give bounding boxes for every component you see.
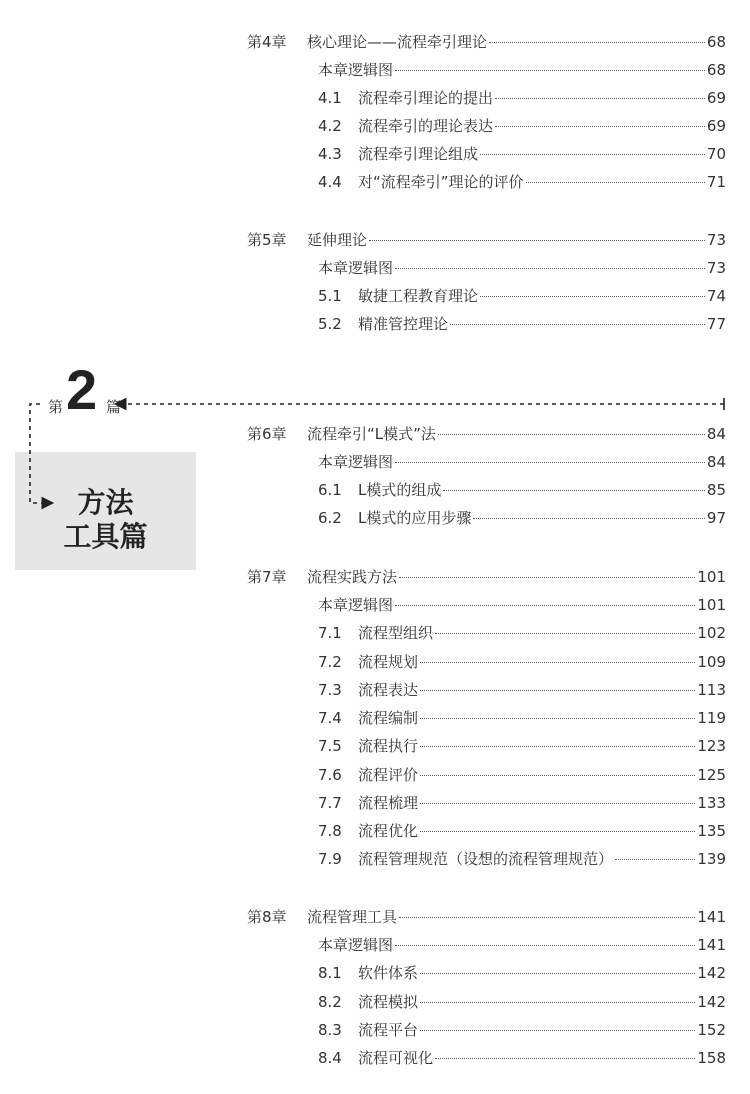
toc-entry-page: 119 — [697, 709, 726, 727]
toc-entry-page: 125 — [697, 766, 726, 784]
toc-entry-number: 7.7 — [318, 794, 342, 812]
toc-entry-number: 8.3 — [318, 1021, 342, 1039]
dot-leader — [489, 42, 705, 43]
toc-chapter-row — [247, 565, 726, 589]
toc-entry-title: 流程管理规范（设想的流程管理规范） — [358, 850, 614, 868]
toc-entry-number: 8.1 — [318, 964, 342, 982]
toc-entry-number: 6.1 — [318, 481, 342, 499]
dot-leader — [435, 1058, 695, 1059]
toc-entry-title: 流程可视化 — [358, 1049, 434, 1067]
dot-leader — [395, 268, 705, 269]
dot-leader — [420, 775, 695, 776]
toc-section-row — [318, 621, 726, 645]
toc-section-row — [318, 312, 726, 336]
toc-section-row — [318, 593, 726, 617]
toc-entry-number: 7.4 — [318, 709, 342, 727]
toc-entry-number: 7.6 — [318, 766, 342, 784]
toc-entry-page: 85 — [706, 481, 726, 499]
toc-entry-page: 113 — [697, 681, 726, 699]
toc-entry-title: L模式的组成 — [358, 481, 442, 499]
toc-entry-title: 本章逻辑图 — [318, 596, 394, 614]
toc-entry-title: 流程型组织 — [358, 624, 434, 642]
toc-entry-number: 7.9 — [318, 850, 342, 868]
dot-leader — [480, 154, 705, 155]
toc-entry-page: 152 — [697, 1021, 726, 1039]
toc-chapter-row — [247, 905, 726, 929]
toc-chapter-row — [247, 228, 726, 252]
dot-leader — [369, 240, 705, 241]
toc-section-row — [318, 990, 726, 1014]
toc-entry-title: 敏捷工程教育理论 — [358, 287, 479, 305]
toc-entry-title: 流程平台 — [358, 1021, 419, 1039]
toc-entry-page: 68 — [706, 61, 726, 79]
toc-entry-page: 71 — [706, 173, 726, 191]
toc-entry-page: 139 — [697, 850, 726, 868]
toc-section-row — [318, 142, 726, 166]
toc-entry-title: 流程实践方法 — [307, 568, 398, 586]
dot-leader — [420, 718, 695, 719]
toc-chapter-row — [247, 30, 726, 54]
toc-section-row — [318, 961, 726, 985]
toc-entry-number: 4.4 — [318, 173, 342, 191]
toc-entry-number: 8.2 — [318, 993, 342, 1011]
toc-entry-title: 本章逻辑图 — [318, 61, 394, 79]
dot-leader — [420, 803, 695, 804]
toc-entry-page: 73 — [706, 231, 726, 249]
dot-leader — [420, 973, 695, 974]
toc-entry-page: 73 — [706, 259, 726, 277]
toc-entry-number: 8.4 — [318, 1049, 342, 1067]
toc-entry-page: 101 — [697, 596, 726, 614]
dot-leader — [480, 296, 705, 297]
toc-entry-title: 延伸理论 — [307, 231, 368, 249]
toc-entry-title: 本章逻辑图 — [318, 453, 394, 471]
toc-entry-title: 流程表达 — [358, 681, 419, 699]
toc-entry-number: 5.1 — [318, 287, 342, 305]
dot-leader — [615, 859, 695, 860]
toc-section-row — [318, 791, 726, 815]
toc-entry-page: 69 — [706, 117, 726, 135]
toc-section-row — [318, 847, 726, 871]
toc-section-row — [318, 450, 726, 474]
dot-leader — [420, 662, 695, 663]
toc-entry-title: 流程规划 — [358, 653, 419, 671]
toc-entry-number: 7.3 — [318, 681, 342, 699]
dot-leader — [435, 633, 695, 634]
toc-section-row — [318, 763, 726, 787]
toc-entry-number: 5.2 — [318, 315, 342, 333]
dot-leader — [395, 605, 695, 606]
toc-entry-number: 7.8 — [318, 822, 342, 840]
toc-entry-number: 第5章 — [247, 231, 287, 249]
dot-leader — [420, 746, 695, 747]
toc-entry-title: 流程优化 — [358, 822, 419, 840]
part-title — [15, 486, 196, 554]
dot-leader — [395, 70, 705, 71]
dot-leader — [495, 98, 705, 99]
toc-entry-page: 109 — [697, 653, 726, 671]
toc-entry-title: 流程梳理 — [358, 794, 419, 812]
dot-leader — [420, 690, 695, 691]
toc-section-row — [318, 1046, 726, 1070]
toc-entry-page: 141 — [697, 908, 726, 926]
toc-entry-title: 对“流程牵引”理论的评价 — [358, 173, 524, 191]
toc-entry-page: 101 — [697, 568, 726, 586]
toc-section-row — [318, 284, 726, 308]
toc-entry-title: 流程评价 — [358, 766, 419, 784]
toc-entry-number: 6.2 — [318, 509, 342, 527]
part-suffix: 篇 — [106, 398, 122, 416]
toc-chapter-row — [247, 422, 726, 446]
toc-section-row — [318, 1018, 726, 1042]
toc-section-row — [318, 819, 726, 843]
part-title-line1: 方法 — [77, 486, 134, 519]
toc-section-row — [318, 58, 726, 82]
toc-entry-number: 4.2 — [318, 117, 342, 135]
toc-entry-page: 74 — [706, 287, 726, 305]
toc-section-row — [318, 256, 726, 280]
toc-section-row — [318, 706, 726, 730]
toc-entry-title: 流程牵引理论组成 — [358, 145, 479, 163]
toc-entry-title: 本章逻辑图 — [318, 936, 394, 954]
dot-leader — [438, 434, 705, 435]
toc-entry-page: 135 — [697, 822, 726, 840]
toc-entry-page: 158 — [697, 1049, 726, 1067]
dot-leader — [420, 1002, 695, 1003]
dot-leader — [526, 182, 705, 183]
toc-entry-page: 102 — [697, 624, 726, 642]
dot-leader — [473, 518, 705, 519]
toc-entry-number: 7.1 — [318, 624, 342, 642]
toc-entry-page: 141 — [697, 936, 726, 954]
toc-entry-title: L模式的应用步骤 — [358, 509, 472, 527]
toc-entry-page: 133 — [697, 794, 726, 812]
toc-entry-title: 本章逻辑图 — [318, 259, 394, 277]
toc-section-row — [318, 170, 726, 194]
toc-entry-page: 77 — [706, 315, 726, 333]
toc-section-row — [318, 114, 726, 138]
toc-entry-title: 流程牵引“L模式”法 — [307, 425, 436, 443]
toc-entry-page: 142 — [697, 993, 726, 1011]
dot-leader — [420, 1030, 695, 1031]
toc-entry-number: 第8章 — [247, 908, 287, 926]
dot-leader — [395, 945, 695, 946]
toc-section-row — [318, 933, 726, 957]
toc-entry-title: 软件体系 — [358, 964, 419, 982]
toc-entry-title: 流程模拟 — [358, 993, 419, 1011]
toc-entry-number: 第6章 — [247, 425, 287, 443]
dot-leader — [450, 324, 705, 325]
toc-section-row — [318, 86, 726, 110]
toc-entry-number: 4.1 — [318, 89, 342, 107]
toc-entry-number: 第7章 — [247, 568, 287, 586]
dot-leader — [395, 462, 705, 463]
part-title-box — [15, 452, 196, 570]
toc-entry-number: 4.3 — [318, 145, 342, 163]
dot-leader — [399, 577, 695, 578]
dot-leader — [420, 831, 695, 832]
toc-entry-number: 第4章 — [247, 33, 287, 51]
toc-entry-page: 69 — [706, 89, 726, 107]
part-label — [48, 360, 138, 420]
toc-section-row — [318, 650, 726, 674]
toc-entry-page: 84 — [706, 453, 726, 471]
toc-entry-number: 7.5 — [318, 737, 342, 755]
toc-entry-page: 84 — [706, 425, 726, 443]
toc-entry-page: 97 — [706, 509, 726, 527]
toc-entry-title: 流程牵引的理论表达 — [358, 117, 494, 135]
part-number: 2 — [66, 358, 98, 421]
toc-section-row — [318, 678, 726, 702]
part-title-line2: 工具篇 — [63, 520, 148, 553]
toc-section-row — [318, 734, 726, 758]
toc-entry-page: 142 — [697, 964, 726, 982]
toc-entry-page: 68 — [706, 33, 726, 51]
toc-entry-title: 流程执行 — [358, 737, 419, 755]
toc-section-row — [318, 478, 726, 502]
toc-entry-title: 核心理论——流程牵引理论 — [307, 33, 488, 51]
dot-leader — [443, 490, 705, 491]
toc-entry-title: 流程管理工具 — [307, 908, 398, 926]
toc-entry-title: 流程牵引理论的提出 — [358, 89, 494, 107]
toc-entry-page: 123 — [697, 737, 726, 755]
dot-leader — [399, 917, 695, 918]
dot-leader — [495, 126, 705, 127]
part-prefix: 第 — [48, 398, 64, 416]
toc-section-row — [318, 506, 726, 530]
toc-entry-title: 精准管控理论 — [358, 315, 449, 333]
toc-entry-number: 7.2 — [318, 653, 342, 671]
toc-entry-page: 70 — [706, 145, 726, 163]
toc-entry-title: 流程编制 — [358, 709, 419, 727]
